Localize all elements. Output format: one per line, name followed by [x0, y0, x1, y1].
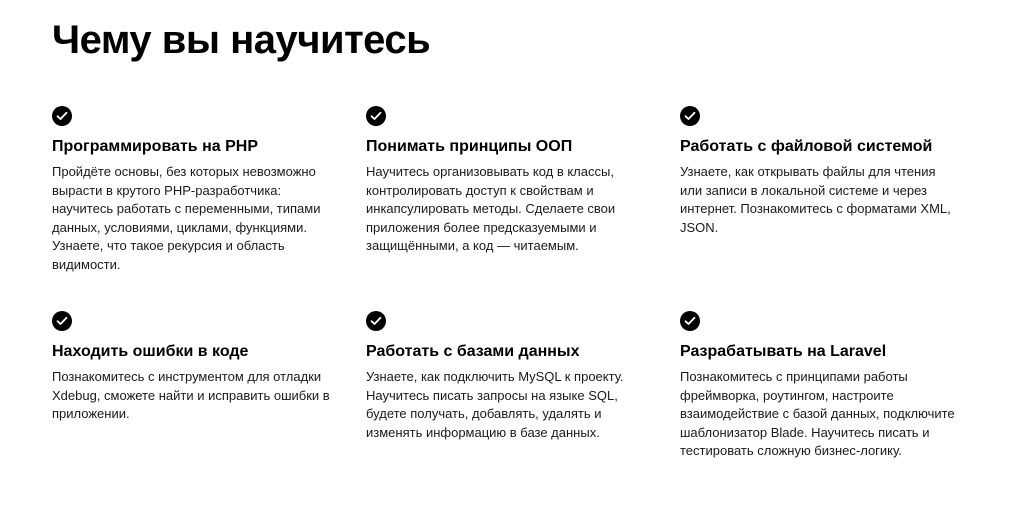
skill-title: Программировать на PHP — [52, 138, 258, 155]
skill-description: Познакомитесь с инструментом для отладки Xdebug, сможете найти и исправить ошибки в приложении. — [52, 369, 330, 421]
skill-title: Разрабатывать на Laravel — [680, 343, 887, 360]
skill-description: Пройдёте основы, без которых невозможно вырасти в крутого PHP-разработчика: научитесь работать с переменными, типами данных, условиями, циклами, функциями. Узнаете, что такое рекурсия и область видимости. — [52, 164, 321, 272]
skill-card — [52, 106, 366, 311]
skill-description: Узнаете, как открывать файлы для чтения или записи в локальной системе и через интернет. Познакомитесь с форматами XML, JSON. — [680, 164, 951, 235]
skill-title: Работать с файловой системой — [680, 138, 933, 155]
skills-grid — [52, 106, 992, 511]
skill-title: Работать с базами данных — [366, 343, 580, 360]
check-circle-icon — [366, 311, 386, 331]
skill-description: Познакомитесь с принципами работы фреймворка, роутингом, настроите взаимодействие с базой данных, подключите шаблонизатор Blade. Научитесь писать и тестировать сложную бизнес-логику. — [680, 369, 955, 458]
skill-description: Научитесь организовывать код в классы, контролировать доступ к свойствам и инкапсулировать методы. Сделаете свои приложения более предсказуемыми и защищёнными, а код — читаемым. — [366, 164, 616, 253]
skill-title: Понимать принципы ООП — [366, 138, 573, 155]
check-circle-icon — [52, 106, 72, 126]
skill-title: Находить ошибки в коде — [52, 343, 249, 360]
skill-card — [52, 311, 366, 511]
skill-card — [680, 106, 980, 311]
check-circle-icon — [366, 106, 386, 126]
page-title: Чему вы научитесь — [52, 18, 431, 62]
skill-description: Узнаете, как подключить MySQL к проекту. Научитесь писать запросы на языке SQL, будете получать, добавлять, удалять и изменять информацию в базе данных. — [366, 369, 624, 440]
check-circle-icon — [680, 106, 700, 126]
skill-card — [366, 106, 680, 311]
skill-card — [366, 311, 680, 511]
check-circle-icon — [680, 311, 700, 331]
skill-card — [680, 311, 980, 511]
check-circle-icon — [52, 311, 72, 331]
